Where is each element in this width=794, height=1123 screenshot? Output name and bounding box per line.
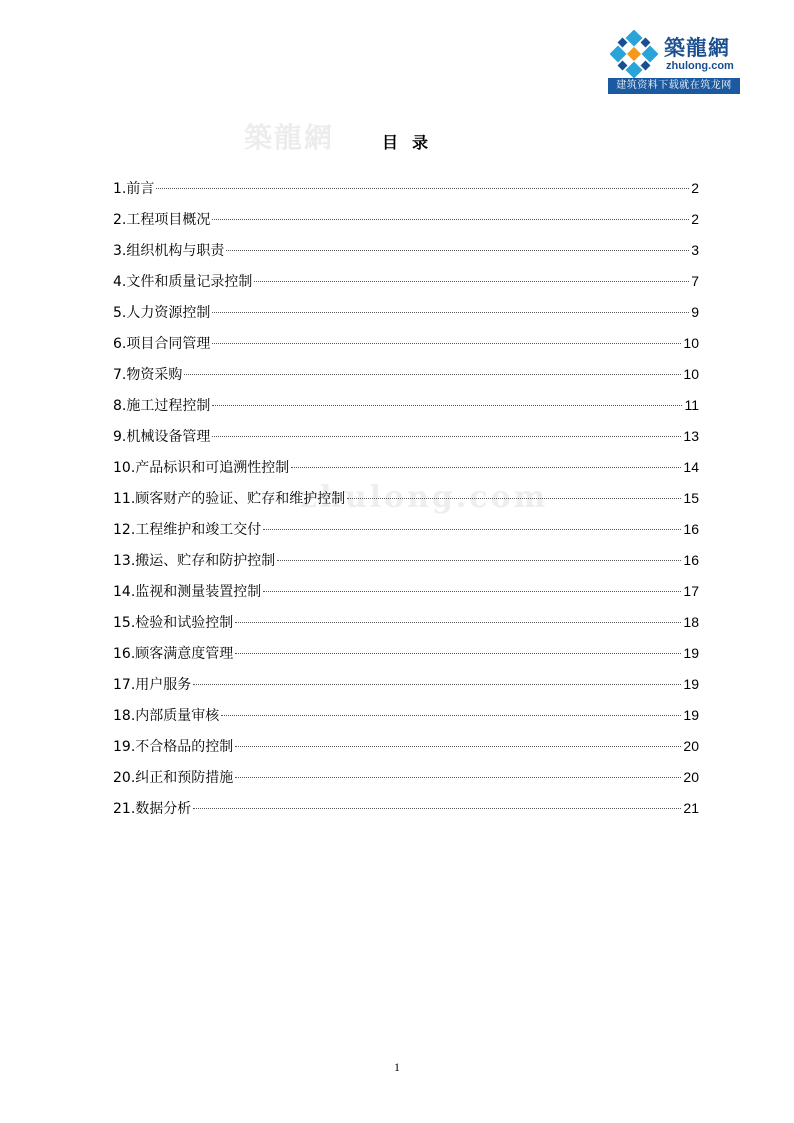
toc-entry-page: 3 xyxy=(691,242,699,258)
toc-entry-label: 8.施工过程控制 xyxy=(113,398,211,414)
toc-entry-page: 21 xyxy=(683,800,699,816)
toc-entry-label: 18.内部质量审核 xyxy=(113,708,220,724)
toc-entry-page: 19 xyxy=(683,645,699,661)
toc-entry-page: 17 xyxy=(683,583,699,599)
toc-entry-page: 16 xyxy=(683,521,699,537)
toc-entry-page: 13 xyxy=(683,428,699,444)
toc-entry[interactable] xyxy=(113,610,699,641)
toc-leader-dots xyxy=(212,343,681,344)
toc-leader-dots xyxy=(212,312,689,313)
watermark-title: 築龍網 xyxy=(244,121,335,154)
toc-leader-dots xyxy=(212,436,681,437)
logo-name: 築龍網 xyxy=(664,35,730,60)
toc-entry-label: 21.数据分析 xyxy=(113,801,192,817)
toc-entry[interactable] xyxy=(113,207,699,238)
toc-leader-dots xyxy=(235,746,681,747)
toc-entry-label: 4.文件和质量记录控制 xyxy=(113,274,253,290)
toc-entry[interactable] xyxy=(113,641,699,672)
toc-entry-page: 10 xyxy=(683,335,699,351)
toc-leader-dots xyxy=(212,405,682,406)
toc-entry[interactable] xyxy=(113,331,699,362)
toc-entry-page: 20 xyxy=(683,769,699,785)
toc-leader-dots xyxy=(254,281,689,282)
table-of-contents xyxy=(113,176,699,827)
toc-leader-dots xyxy=(263,529,681,530)
toc-entry-page: 10 xyxy=(683,366,699,382)
toc-entry-label: 20.纠正和预防措施 xyxy=(113,770,234,786)
toc-entry-label: 13.搬运、贮存和防护控制 xyxy=(113,553,276,569)
toc-entry-page: 9 xyxy=(691,304,699,320)
toc-entry-page: 19 xyxy=(683,707,699,723)
toc-entry-page: 2 xyxy=(691,180,699,196)
toc-entry[interactable] xyxy=(113,548,699,579)
toc-entry-page: 20 xyxy=(683,738,699,754)
toc-entry-page: 19 xyxy=(683,676,699,692)
toc-leader-dots xyxy=(291,467,681,468)
toc-leader-dots xyxy=(263,591,681,592)
toc-leader-dots xyxy=(193,684,681,685)
toc-entry-page: 7 xyxy=(691,273,699,289)
toc-entry-label: 6.项目合同管理 xyxy=(113,336,211,352)
toc-entry-page: 15 xyxy=(683,490,699,506)
toc-entry-label: 5.人力资源控制 xyxy=(113,305,211,321)
toc-entry-label: 1.前言 xyxy=(113,181,155,197)
toc-leader-dots xyxy=(156,188,689,189)
toc-entry-label: 16.顾客满意度管理 xyxy=(113,646,234,662)
toc-entry[interactable] xyxy=(113,269,699,300)
toc-entry-label: 3.组织机构与职责 xyxy=(113,243,225,259)
toc-entry-label: 15.检验和试验控制 xyxy=(113,615,234,631)
toc-leader-dots xyxy=(235,622,681,623)
toc-entry-label: 2.工程项目概况 xyxy=(113,212,211,228)
toc-entry-page: 2 xyxy=(691,211,699,227)
toc-entry[interactable] xyxy=(113,734,699,765)
toc-leader-dots xyxy=(277,560,681,561)
toc-entry-label: 12.工程维护和竣工交付 xyxy=(113,522,262,538)
toc-entry-page: 14 xyxy=(683,459,699,475)
toc-entry-label: 10.产品标识和可追溯性控制 xyxy=(113,460,290,476)
watermark-domain: zhulong.com xyxy=(300,480,549,515)
toc-entry-label: 14.监视和测量装置控制 xyxy=(113,584,262,600)
zhulong-logo xyxy=(606,26,740,94)
toc-entry[interactable] xyxy=(113,796,699,827)
toc-entry[interactable] xyxy=(113,703,699,734)
toc-entry[interactable] xyxy=(113,455,699,486)
page-number: 1 xyxy=(394,1060,400,1074)
toc-title: 目录 xyxy=(381,133,442,152)
toc-entry[interactable] xyxy=(113,176,699,207)
logo-domain: zhulong.com xyxy=(666,60,734,72)
toc-entry-page: 16 xyxy=(683,552,699,568)
toc-entry-label: 7.物资采购 xyxy=(113,367,183,383)
toc-leader-dots xyxy=(235,777,681,778)
toc-entry[interactable] xyxy=(113,300,699,331)
logo-slogan: 建筑资料下载就在筑龙网 xyxy=(608,78,740,94)
toc-leader-dots xyxy=(235,653,681,654)
zhulong-snowflake-icon xyxy=(610,30,658,78)
toc-leader-dots xyxy=(347,498,681,499)
toc-entry[interactable] xyxy=(113,517,699,548)
toc-entry[interactable] xyxy=(113,362,699,393)
toc-entry[interactable] xyxy=(113,238,699,269)
toc-entry[interactable] xyxy=(113,579,699,610)
toc-entry-page: 18 xyxy=(683,614,699,630)
toc-entry-label: 17.用户服务 xyxy=(113,677,192,693)
toc-leader-dots xyxy=(212,219,689,220)
toc-leader-dots xyxy=(193,808,681,809)
toc-entry[interactable] xyxy=(113,393,699,424)
toc-leader-dots xyxy=(226,250,689,251)
toc-entry[interactable] xyxy=(113,672,699,703)
toc-leader-dots xyxy=(184,374,681,375)
toc-entry-page: 11 xyxy=(684,397,699,413)
toc-entry[interactable] xyxy=(113,765,699,796)
toc-entry-label: 9.机械设备管理 xyxy=(113,429,211,445)
toc-entry[interactable] xyxy=(113,424,699,455)
toc-entry-label: 11.顾客财产的验证、贮存和维护控制 xyxy=(113,491,346,507)
toc-entry-label: 19.不合格品的控制 xyxy=(113,739,234,755)
toc-entry[interactable] xyxy=(113,486,699,517)
toc-leader-dots xyxy=(221,715,681,716)
